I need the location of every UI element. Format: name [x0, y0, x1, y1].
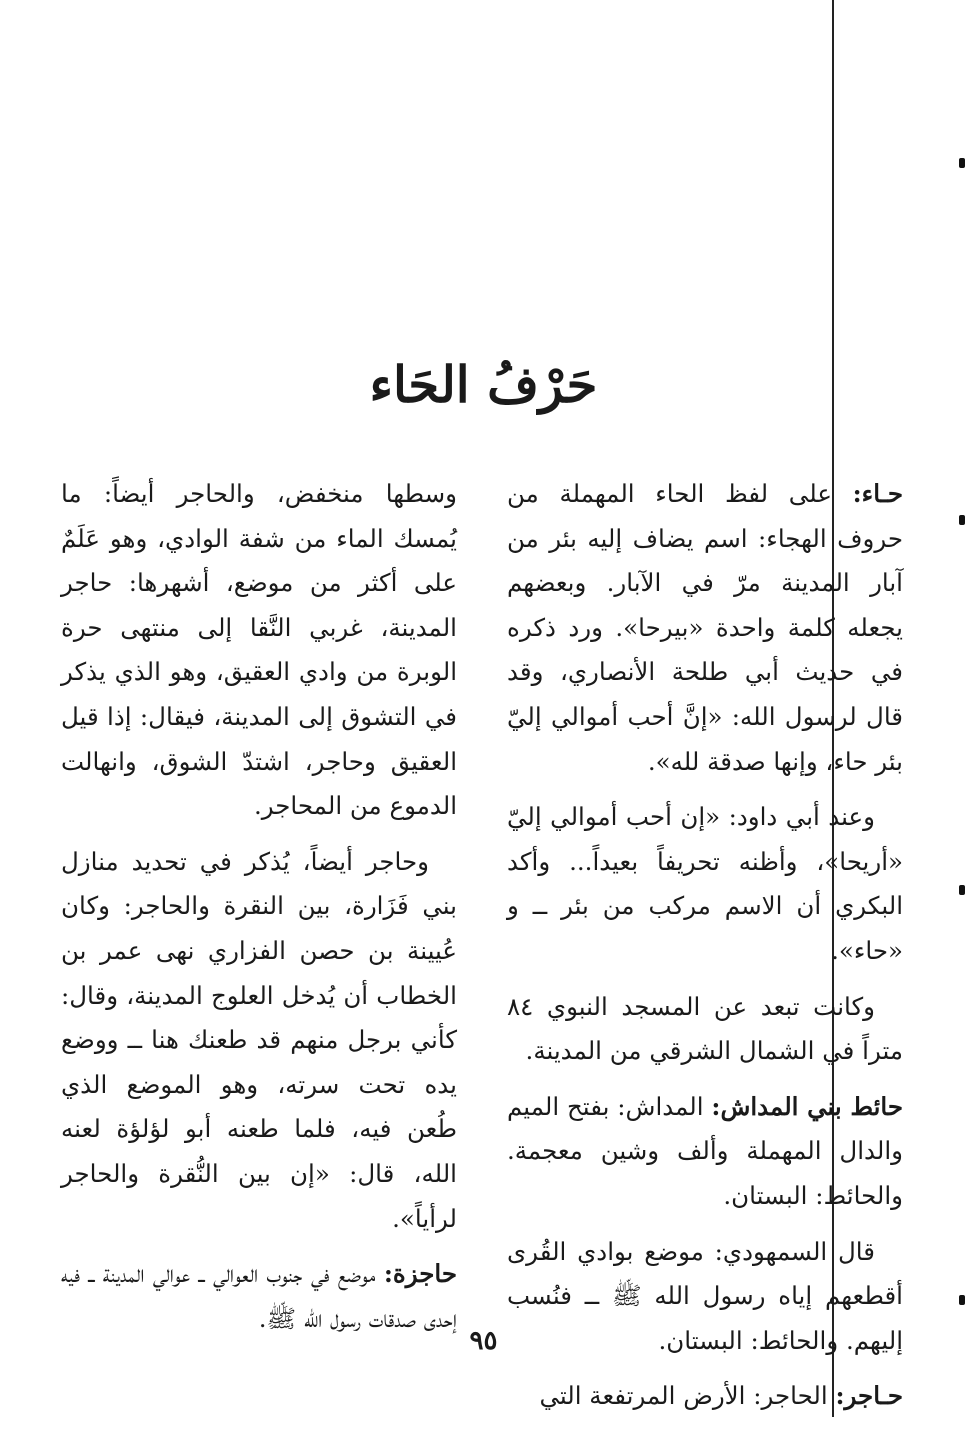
- paragraph: وكانت تبعد عن المسجد النبوي ٨٤ متراً في الشمال الشرقي من المدينة.: [507, 991, 903, 1066]
- entry-headword: حـاء:: [852, 479, 903, 508]
- edge-mark: [959, 885, 965, 895]
- right-column: [507, 472, 903, 1430]
- entry-text: على لفظ الحاء المهملة من حروف الهجاء: اسم يضاف إليه بئر من آبار المدينة مرّ في الآبار. وبعضهم يجعله كلمة واحدة «بيرحا». ورد ذكره في حديث أبي طلحة الأنصاري، وقد قال لرسول الله: «إنَّ أحب أموالي إليّ بئر حاء، وإنها صدقة لله».: [507, 479, 903, 776]
- entry-text: الحاجر: الأرض المرتفعة التي: [539, 1381, 836, 1411]
- entry-headword: حاجزة:: [383, 1259, 457, 1289]
- entry-text: المداش: بفتح الميم والدال المهملة وألف وشين معجمة. والحائط: البستان.: [507, 1091, 903, 1210]
- edge-mark: [959, 1295, 965, 1305]
- paragraph: وعند أبي داود: «إن أحب أموالي إليّ «أريحا»، وأظنه تحريفاً بعيداً... وأكد البكري أن الاسم مركب من بئر ــ و «حاء».: [507, 802, 903, 965]
- chapter-title: حَرْفُ الحَاء: [369, 355, 598, 414]
- entry-text: موضع في جنوب العوالي ــ عوالي المدينة ــ فيه إحدى صدقات رسول الله ﷺ.: [61, 1259, 457, 1333]
- page-number: ٩٥: [469, 1326, 498, 1356]
- entry-headword: حائط بني المداش:: [711, 1091, 904, 1121]
- entry-headword: حـاجر:: [835, 1381, 903, 1411]
- edge-mark: [959, 515, 965, 525]
- edge-mark: [959, 158, 965, 168]
- left-column: [61, 472, 457, 1352]
- entry-hajer: [507, 1374, 903, 1419]
- paragraph: قال السمهودي: موضع بوادي القُرى أقطعهم إياه رسول الله ﷺ ــ فنُسب إليهم. والحائط: البستان.: [507, 1236, 903, 1355]
- entry-haet-bani-almadash: [507, 1085, 903, 1219]
- paragraph: وسطها منخفض، والحاجر أيضاً: ما يُمسك الماء من شفة الوادي، وهو عَلَمٌ على أكثر من موضع، أشهرها: حاجر المدينة، غربي النَّقا إلى منتهى حرة الوبرة من وادي العقيق، وهو الذي يذكر في التشوق إلى المدينة، فيقال: إذا قيل العقيق وحاجر، اشتدّ الشوق، وانهالت الدموع من المحاجر.: [61, 479, 457, 821]
- paragraph: وحاجر أيضاً، يُذكر في تحديد منازل بني فَزَارة، بين النقرة والحاجر: وكان عُيينة بن حصن الفزاري نهى عمر بن الخطاب أن يُدخل العلوج المدينة، وقال: كأني برجل منهم قد طعنك هنا ــ ووضع يده تحت سرته، وهو الموضع الذي طُعن فيه، فلما طعنه أبو لؤلؤة لعنه الله، قال: «إن بين النُّقرة والحاجر لرأياً».: [61, 846, 457, 1233]
- entry-haa: [507, 472, 903, 784]
